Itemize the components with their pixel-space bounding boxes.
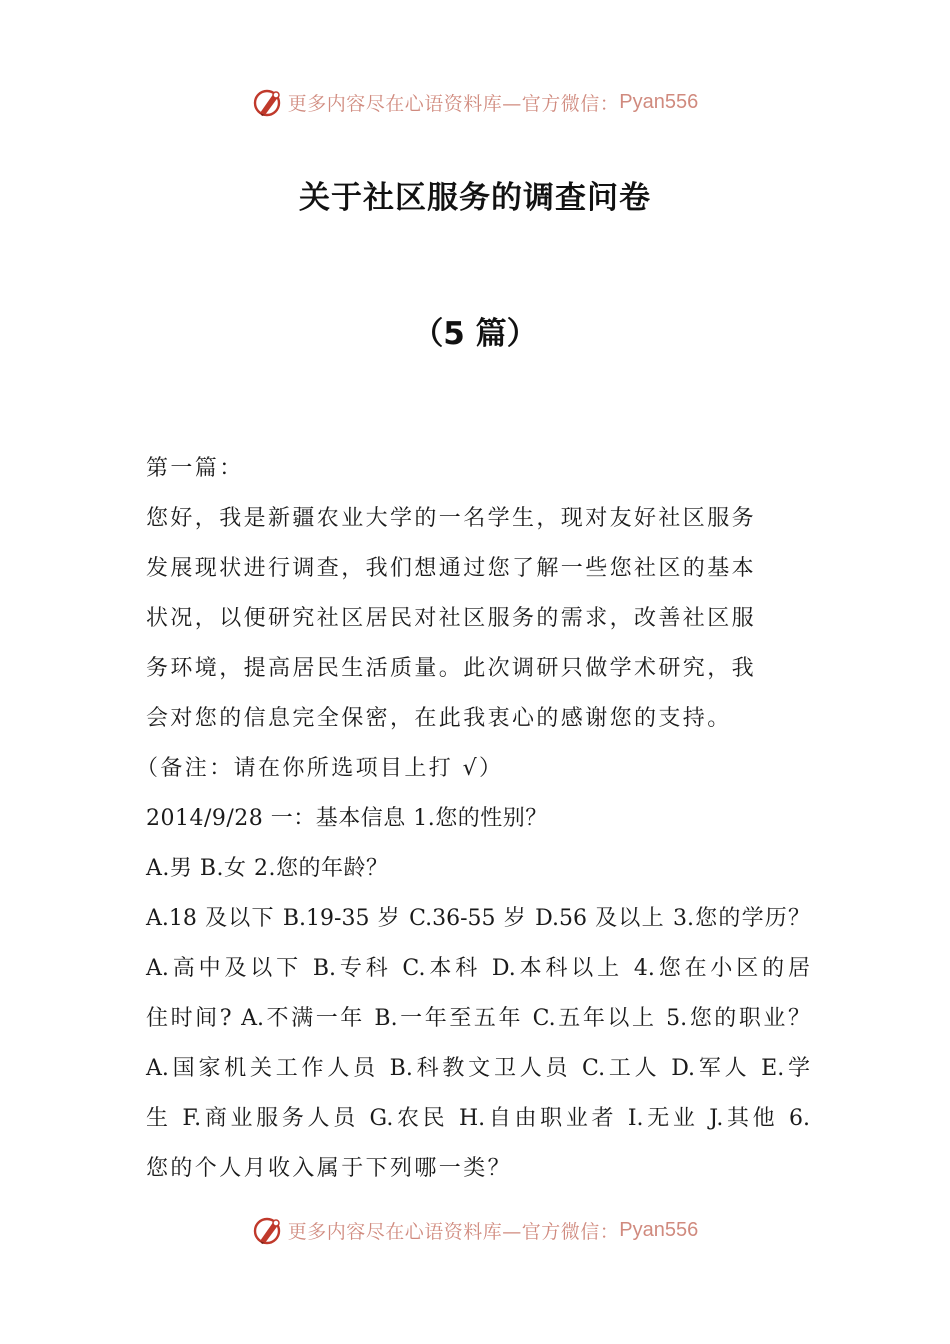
document-title: 关于社区服务的调查问卷 xyxy=(299,180,651,216)
banner-wechat-id: Pyan556 xyxy=(619,90,699,113)
document-subtitle: （5 篇） xyxy=(412,316,538,352)
body-line: 务环境，提高居民生活质量。此次调研只做学术研究，我 xyxy=(146,656,757,681)
footer-banner xyxy=(0,1210,950,1250)
body-line: 生 F.商业服务人员 G.农民 H.自由职业者 I.无业 J.其他 6. xyxy=(146,1106,810,1131)
body-line: 第一篇： xyxy=(146,456,244,481)
body-line: A.国家机关工作人员 B.科教文卫人员 C.工人 D.军人 E.学 xyxy=(146,1056,810,1081)
body-line: （备注：请在你所选项目上打 √） xyxy=(136,756,504,781)
body-line: 发展现状进行调查，我们想通过您了解一些您社区的基本 xyxy=(146,556,757,581)
banner-text: 更多内容尽在心语资料库—官方微信： xyxy=(287,92,620,115)
body-line: 会对您的信息完全保密，在此我衷心的感谢您的支持。 xyxy=(146,706,732,731)
body-line: A.男 B.女 2.您的年龄？ xyxy=(146,856,389,881)
body-line: 住时间? A.不满一年 B.一年至五年 C.五年以上 5.您的职业？ xyxy=(146,1006,810,1031)
document-body xyxy=(136,444,810,1194)
body-line: 您的个人月收入属于下列哪一类？ xyxy=(146,1156,513,1181)
pen-logo-icon xyxy=(252,1214,284,1246)
body-line: 2014/9/28 一：基本信息 1.您的性别？ xyxy=(146,806,548,831)
body-line: A.18 及以下 B.19-35 岁 C.36-55 岁 D.56 及以上 3.您的学历？ xyxy=(146,906,810,931)
banner-wechat-id: Pyan556 xyxy=(619,1218,699,1241)
pen-logo-icon xyxy=(252,86,284,118)
header-banner xyxy=(0,82,950,122)
body-line: 您好，我是新疆农业大学的一名学生，现对友好社区服务 xyxy=(146,506,757,531)
banner-text: 更多内容尽在心语资料库—官方微信： xyxy=(287,1220,620,1243)
body-line: A.高中及以下 B.专科 C.本科 D.本科以上 4.您在小区的居 xyxy=(146,956,810,981)
body-line: 状况，以便研究社区居民对社区服务的需求，改善社区服 xyxy=(146,606,757,631)
